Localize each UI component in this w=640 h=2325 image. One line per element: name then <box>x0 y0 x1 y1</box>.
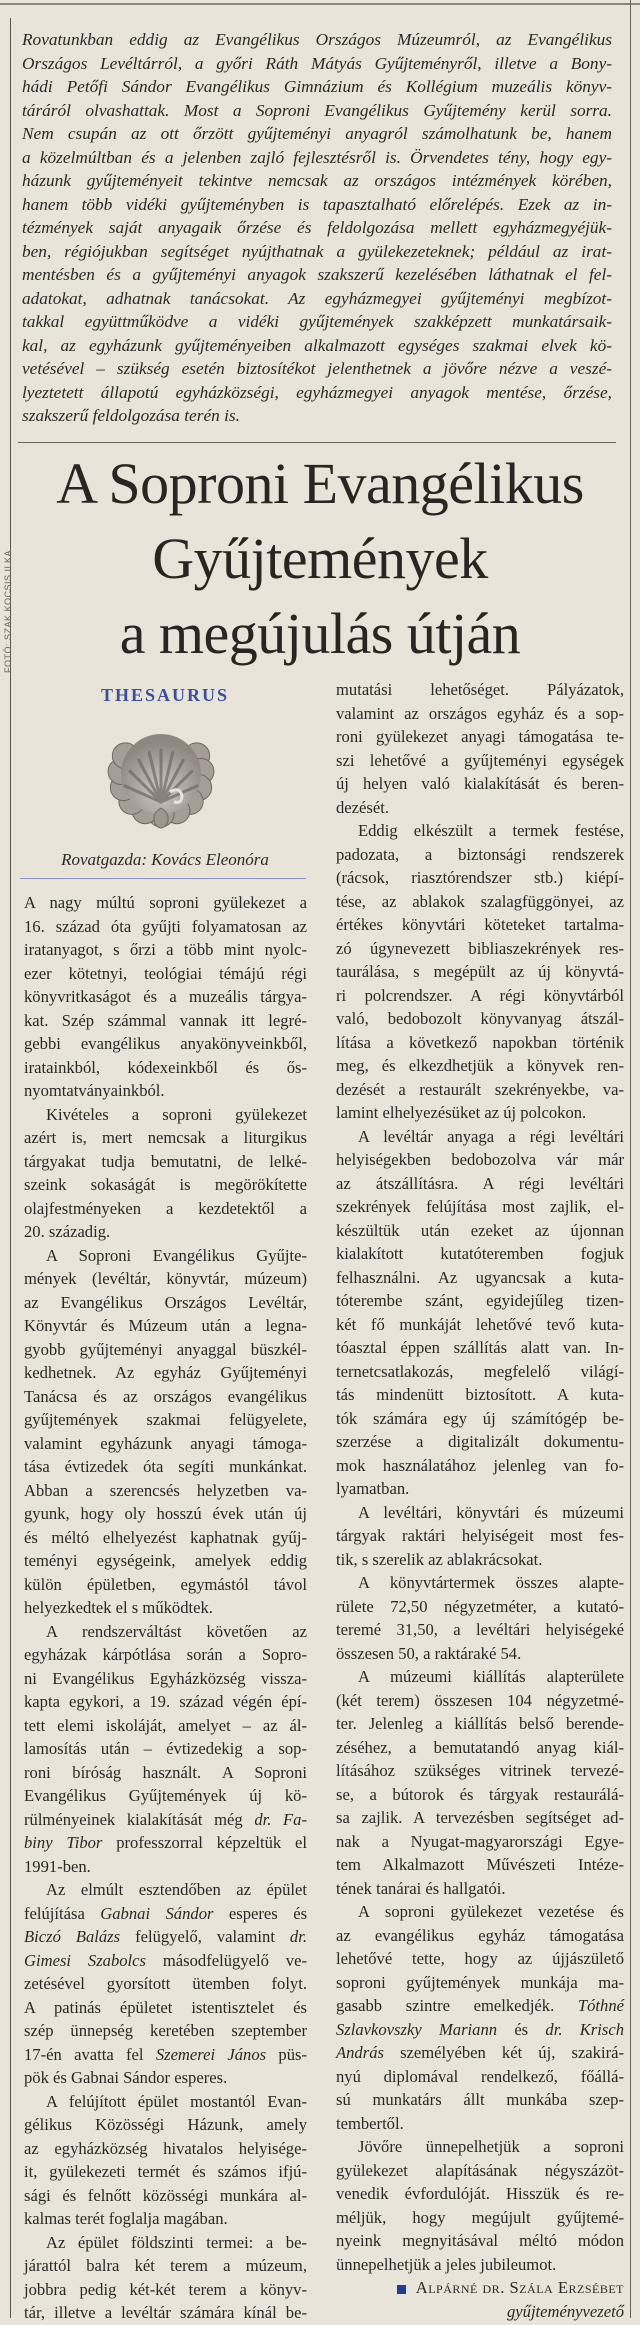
text-line: kalmas terét foglalja magában. <box>24 2209 228 2228</box>
text-line: roni bíróság használt. A Soproni <box>24 1762 307 1782</box>
text-line <box>336 1994 624 2018</box>
text-line: az evangélikus egyház támogatása <box>336 1925 624 1945</box>
text-line: mutatási lehetőséget. Pályázatok, <box>336 680 624 699</box>
paragraph <box>24 1244 307 1620</box>
text-line: és méltó elhelyezést kaphatnak gyűj- <box>24 1527 307 1547</box>
intro-line: táráról olvashattak. Most a Soproni Evangélikus Gyűjtemény kerül sorra. <box>22 100 612 120</box>
text-line: 20. századig. <box>24 1222 111 1241</box>
text-line: (két terem) összesen 104 négyzetmé- <box>336 1690 624 1710</box>
text-line <box>24 2043 307 2067</box>
text-line: való, bedobozolt könyvanyag átszál- <box>336 1009 624 1028</box>
text-line: nyeink megnyitásával méltó módon <box>336 2231 624 2250</box>
text-line: tása évtizedek óta segíti munkánkat. <box>24 1457 307 1476</box>
title-line: Gyűjtemények <box>152 526 488 591</box>
text-line: felhasználni. Az ugyancsak a kuta- <box>336 1267 624 1287</box>
editor-divider <box>20 878 306 879</box>
text-line: szeink sokaságát is megörökítette <box>24 1175 307 1194</box>
intro-line: adatokat, adhatnak tanácsokat. Az egyházmegyei gyűjteményi megbízot- <box>22 288 612 308</box>
text-line: pök és Gabnai Sándor esperes. <box>24 2068 228 2087</box>
text-segment: professzorral képzeltük el <box>102 1833 307 1852</box>
title-line: A Soproni Evangélikus <box>56 451 584 516</box>
paragraph <box>24 2090 307 2231</box>
text-line: Az elmúlt esztendőben az épület <box>46 1880 307 1899</box>
text-line: se, a bútorok és tárgyak restaurálá- <box>336 1784 624 1804</box>
text-line: lításához szükséges vitrinek tervezé- <box>336 1761 624 1780</box>
intro-line: lyeztetett állapotú egyházközségi, egyházmegyei anyagok mentése, őrzése, <box>22 382 612 402</box>
text-line: szép ünnepség keretében szeptember <box>24 2021 307 2040</box>
paragraph <box>336 1900 624 2135</box>
intro-line: takkal együttműködve a vidéki gyűjtemények szakképzett munkatársaik- <box>22 312 612 331</box>
text-line: padozata, a biztonsági rendszerek <box>336 844 624 864</box>
text-line: tett elemi iskoláját, amelyet – az ál- <box>24 1715 307 1735</box>
intro-box <box>22 28 612 428</box>
text-line: A soproni gyülekezet vezetése és <box>358 1902 624 1921</box>
text-line: ni Evangélikus Egyházközség vissza- <box>24 1668 307 1688</box>
top-rule <box>0 3 640 5</box>
text-line: dezését. <box>336 797 389 817</box>
text-line: mok használatához jelenleg van fo- <box>336 1455 624 1475</box>
text-line: ternetcsatlakozás, megfelelő világí- <box>336 1361 624 1381</box>
text-line <box>24 1925 307 1949</box>
intro-line: tézmények saját anyagaik őrzése és feldolgozása mellett egyházmegyéjük- <box>22 218 612 237</box>
text-line: lamosítás után – évtizedekig a sop- <box>24 1739 307 1758</box>
italic-name: Biczó Balázs <box>24 1927 121 1946</box>
text-line: meg, és elkezdhetjük a könyvek ren- <box>336 1056 624 1075</box>
text-line: helyiségekben bedobozolva vár már <box>336 1150 624 1169</box>
text-line: kat. Szép számmal vannak itt legré- <box>24 1010 307 1030</box>
italic-name: Tóthné <box>577 1996 624 2015</box>
text-line: szerzése a digitalizált dokumentu- <box>336 1432 624 1451</box>
text-line: lehetővé tette, hogy az újjászülető <box>336 1949 624 1968</box>
paragraph <box>336 1125 624 1501</box>
text-line: A levéltári, könyvtári és múzeumi <box>358 1502 624 1522</box>
text-line: sú munkatárs állt munkába szep- <box>336 2090 624 2109</box>
text-line <box>24 1902 307 1926</box>
text-line: Jövőre ünnepelhetjük a soproni <box>358 2137 624 2156</box>
text-line: zetésével gyorsított ütemben folyt. <box>24 1974 307 1993</box>
text-line: teremé 31,50, a levéltári helyiségeké <box>336 1620 624 1639</box>
text-line: ezer kötetnyi, teológiai témájú régi <box>24 963 307 983</box>
text-line: két fő munkáját lehetővé tevő kuta- <box>336 1314 624 1334</box>
intro-line: Rovatunkban eddig az Evangélikus Országos Múzeumról, az Evangélikus <box>22 30 612 49</box>
text-line <box>24 1808 307 1832</box>
paragraph <box>336 1665 624 1900</box>
text-line: A patinás épületet istentisztelet és <box>24 1997 307 2017</box>
text-line: lamint elhelyezésüket az új polcokon. <box>336 1103 587 1122</box>
text-line: Eddig elkészült a termek festése, <box>358 821 624 840</box>
shell-ornament-icon <box>104 722 218 834</box>
text-line: tik, s szerelik az ablakrácsokat. <box>336 1549 543 1569</box>
text-line: ter. Jelenleg a kiállítás belső berende- <box>336 1714 624 1733</box>
text-line: nyú diplomával rendelkező, főállá- <box>336 2066 624 2086</box>
text-segment: rülményeinek kialakítását még <box>24 1809 255 1829</box>
paragraph <box>24 1878 307 2090</box>
text-line: kapta egykori, a 19. század végén épí- <box>24 1692 307 1711</box>
intro-line: ben, régiójukban segítséget nyújthatnak a gyülekezeteknek; például az irat- <box>22 241 612 261</box>
intro-line: vetésével – szükség esetén biztosítékot jelenthetnek a jövőre nézve a veszé- <box>22 359 612 378</box>
text-line: venedik évfordulóját. Hisszük és re- <box>336 2184 624 2203</box>
intro-line: kal, az egyházunk gyűjteményeiben alkalmazott egységes szakmai elvek kö- <box>22 335 612 355</box>
text-line: valamint az országos egyház és a sop- <box>336 703 624 723</box>
text-line: könyvritkaságot és a muzeális tárgya- <box>24 987 307 1006</box>
title-line: a megújulás útján <box>119 601 521 666</box>
text-line: szekrények felújítása most zajlik, el- <box>336 1197 624 1216</box>
text-line <box>24 1949 307 1973</box>
text-line: (rácsok, riasztórendszer stb.) kiépí- <box>336 868 624 887</box>
text-line: A nagy múltú soproni gyülekezet a <box>24 893 307 912</box>
text-line: A Soproni Evangélikus Gyűjte- <box>46 1245 307 1265</box>
author-name: Alpárné dr. Szála Erzsébet <box>415 2278 624 2297</box>
italic-name: Szemerei János <box>155 2044 267 2064</box>
text-line: jobbra pedig két-két terem a könyv- <box>24 2279 307 2299</box>
text-line: soproni gyűjtemények munkája ma- <box>336 1972 624 1992</box>
intro-line: házunk gyűjteményeit tekintve nemcsak az országos intézmények körében, <box>22 171 612 190</box>
text-line: tóasztal éppen szállítás alatt van. In- <box>336 1338 624 1357</box>
author-signature <box>336 2276 624 2300</box>
text-line: rülete 72,50 négyzetméter, a kutató- <box>336 1596 624 1616</box>
paragraph <box>336 819 624 1125</box>
text-line: tárgyakat tudja bemutatni, de lelké- <box>24 1151 307 1171</box>
text-segment: és <box>497 2019 546 2039</box>
paragraph <box>336 1571 624 1665</box>
intro-line: szakszerű feldolgozása terén is. <box>22 406 240 425</box>
text-line: szi lehetővé a gyűjteményi egységek <box>336 750 624 770</box>
text-line: A rendszerváltást követően az <box>46 1621 307 1641</box>
text-line: összesen 50, a raktáraké 54. <box>336 1643 522 1663</box>
text-line: it, gyülekezeti termét és számos ifjú- <box>24 2162 307 2181</box>
italic-name: András <box>336 2043 384 2062</box>
text-line: gebbi evangélikus anyakönyveinkből, <box>24 1034 307 1053</box>
intro-line: a közelmúltban és a jelenben zajló fejlesztésről is. Örvendetes tény, hogy egy- <box>22 147 612 167</box>
text-line: tás mindenütt biztosított. A kuta- <box>336 1385 624 1404</box>
text-line: kialakított kutatóteremben fogjuk <box>336 1244 624 1263</box>
text-line: lyamatban. <box>336 1479 410 1498</box>
text-line: Az épület földszinti termei: a be- <box>46 2232 307 2252</box>
text-line: teményi egységeink, amelyek eddig <box>24 1551 307 1570</box>
text-line: tem Alkalmazott Művészeti Intéze- <box>336 1855 624 1874</box>
italic-name: Gimesi Szabolcs <box>24 1950 146 1970</box>
text-line: az Evangélikus Országos Levéltár, <box>24 1292 307 1312</box>
text-line: az átszállításra. A régi levéltári <box>336 1173 624 1193</box>
text-segment: személyében két új, szakirá- <box>383 2043 624 2062</box>
text-line: sági és felnőtt közösségi munkára al- <box>24 2185 307 2205</box>
intro-line: Országos Levéltárról, a győri Ráth Mátyás Gyűjteményről, illetve a Bony- <box>22 53 612 73</box>
text-line: kedhetnek. Az egyház Gyűjteményi <box>24 1363 307 1382</box>
paragraph <box>24 1620 307 1879</box>
text-line: tár, illetve a levéltár számára kínál be- <box>24 2303 307 2322</box>
intro-line: mentésben és a gyűjteményi anyagok szakszerű kezelésében láthatnak el fel- <box>22 265 612 284</box>
square-bullet-icon <box>397 2285 406 2294</box>
text-line: tése, az ablakok szalagfüggönyei, az <box>336 891 624 911</box>
text-line: azért is, mert nemcsak a liturgikus <box>24 1128 307 1147</box>
text-line: 1991-ben. <box>24 1856 91 1876</box>
paragraph <box>336 2135 624 2276</box>
text-line: A felújított épület mostantól Evan- <box>46 2091 307 2111</box>
text-line: tóterembe szánt, egyidejűleg tizen- <box>336 1291 624 1310</box>
text-line: ri polcrendszer. A régi könyvtárból <box>336 985 624 1005</box>
text-line <box>336 2041 624 2065</box>
text-line: méljük, hogy megújult gyűjtemé- <box>336 2207 624 2227</box>
text-line: gyunk, hogy oly hosszú évek után új <box>24 1504 307 1523</box>
text-line: tembertől. <box>336 2113 404 2133</box>
text-segment: felügyelő, valamint <box>120 1927 290 1946</box>
text-line: 16. század óta gyűjti folyamatosan az <box>24 916 307 936</box>
text-line: zéséhez, a bemutatandó anyag kiál- <box>336 1737 624 1757</box>
text-line: lítása a következő napokban történik <box>336 1032 624 1052</box>
article-column-right <box>336 678 624 2323</box>
left-frame-rule <box>10 18 11 2318</box>
text-line: Tanácsa és az országos evangélikus <box>24 1386 307 1406</box>
text-line: Könyvtár és Múzeum után a legna- <box>24 1316 307 1335</box>
text-segment: gasabb szintre emelkedjék. <box>336 1996 578 2015</box>
text-line: nak a Nyugat-magyarországi Egye- <box>336 1831 624 1851</box>
paragraph <box>336 1501 624 1572</box>
text-line: tók számára egy új számítógép be- <box>336 1408 624 1428</box>
text-line: roni gyülekezet anyagi támogatása te- <box>336 727 624 746</box>
text-line: A múzeumi kiállítás alapterülete <box>358 1667 624 1686</box>
text-line: sa zajlik. A tervezésben segítséget ad- <box>336 1808 624 1827</box>
text-segment: felújítása <box>24 1903 101 1923</box>
italic-name: dr. Fa- <box>254 1809 308 1829</box>
text-segment: másodfelügyelő ve- <box>146 1950 307 1970</box>
intro-line: hádi Petőfi Sándor Evangélikus Gimnázium és Kollégium muzeális könyv- <box>22 77 612 96</box>
text-line: olajfestményeken a kezdetektől a <box>24 1198 307 1218</box>
text-line <box>336 2018 624 2042</box>
text-line: taurálása, s megépült az új könyvtá- <box>336 962 624 981</box>
text-line: nyomtatványainkból. <box>24 1081 165 1100</box>
article-column-left <box>24 891 307 2325</box>
text-line: tének tanárai és hallgatói. <box>336 1878 506 1898</box>
text-line: iratainkból, kódexeinkből és ős- <box>24 1057 307 1077</box>
text-line: A levéltár anyaga a régi levéltári <box>358 1126 624 1146</box>
column-tag: THESAURUS <box>100 685 230 705</box>
text-line: új helyen való kialakítását és beren- <box>336 774 624 793</box>
text-segment: esperes és <box>213 1903 308 1923</box>
text-line: helyezkedtek el s működtek. <box>24 1598 213 1617</box>
right-frame-rule <box>630 0 631 2318</box>
text-line: gyobb gyűjteményi anyaggal büszkél- <box>24 1339 307 1359</box>
text-line: Abban a szerencsés helyzetben va- <box>24 1480 307 1500</box>
text-line: külön épületben, egymástól távol <box>24 1574 307 1594</box>
column-editor: Rovatgazda: Kovács Eleonóra <box>61 850 269 869</box>
text-line: ünnepelhetjük a jeles jubileumot. <box>336 2254 557 2274</box>
text-line: mények (levéltár, könyvtár, múzeum) <box>24 1269 307 1288</box>
intro-line: Nem csupán az ott őrzött gyűjteményi anyagról számolhatunk be, hanem <box>22 124 612 143</box>
text-line: járattól balra két terem a múzeum, <box>24 2256 307 2275</box>
paragraph <box>24 891 307 1103</box>
text-line: tárgyak raktári helyiségeit most fes- <box>336 1526 624 1545</box>
italic-name: Gabnai Sándor <box>100 1903 214 1923</box>
text-line: valamint egyházunk anyagi támoga- <box>24 1433 307 1453</box>
text-line: gyülekezet alapításának négyszázöt- <box>336 2160 624 2180</box>
italic-name: dr. <box>289 1927 307 1946</box>
text-line: iratanyagot, s őrzi a több mint nyolc- <box>24 940 307 959</box>
text-line: egyházak kárpótlása során a Sopro- <box>24 1645 307 1664</box>
text-line: Kivételes a soproni gyülekezet <box>46 1104 307 1124</box>
intro-line: hanem több vidéki gyűjteményben is tapasztalható előrelépés. Ezek az in- <box>22 194 612 214</box>
text-line <box>24 1831 307 1855</box>
paragraph <box>336 678 624 819</box>
author-role: gyűjteményvezető <box>506 2301 624 2321</box>
italic-name: biny Tibor <box>24 1833 103 1852</box>
text-segment: 17-én avatta fel <box>24 2044 156 2064</box>
photo-credit: FOTÓ: SZAK KOCSIS ILKA <box>3 549 13 673</box>
text-segment: püs- <box>266 2044 308 2064</box>
text-line: gélikus Közösségi Házunk, amely <box>24 2115 307 2134</box>
text-line: gyűjtemények szakmai felügyelete, <box>24 1410 307 1429</box>
text-line: dezését a restaurált szekrényekbe, va- <box>336 1079 624 1099</box>
paragraph <box>24 2231 307 2325</box>
italic-name: Szlavkovszky Mariann <box>336 2019 498 2039</box>
text-line: készültük után ezeket az újonnan <box>336 1220 624 1240</box>
paragraph <box>24 1103 307 1244</box>
intro-divider <box>18 442 616 443</box>
text-line: értékes könyvtári köteteket tartalma- <box>336 915 624 934</box>
text-line: A könyvtártermek összes alapte- <box>358 1573 624 1592</box>
text-line: zó úgynevezett bibliaszekrények res- <box>336 938 624 958</box>
text-line: Evangélikus Gyűjtemények új kö- <box>24 1786 307 1805</box>
italic-name: dr. Krisch <box>545 2019 624 2039</box>
article-title <box>0 446 640 671</box>
text-line: az egyházközség hivatalos helyisége- <box>24 2138 307 2158</box>
